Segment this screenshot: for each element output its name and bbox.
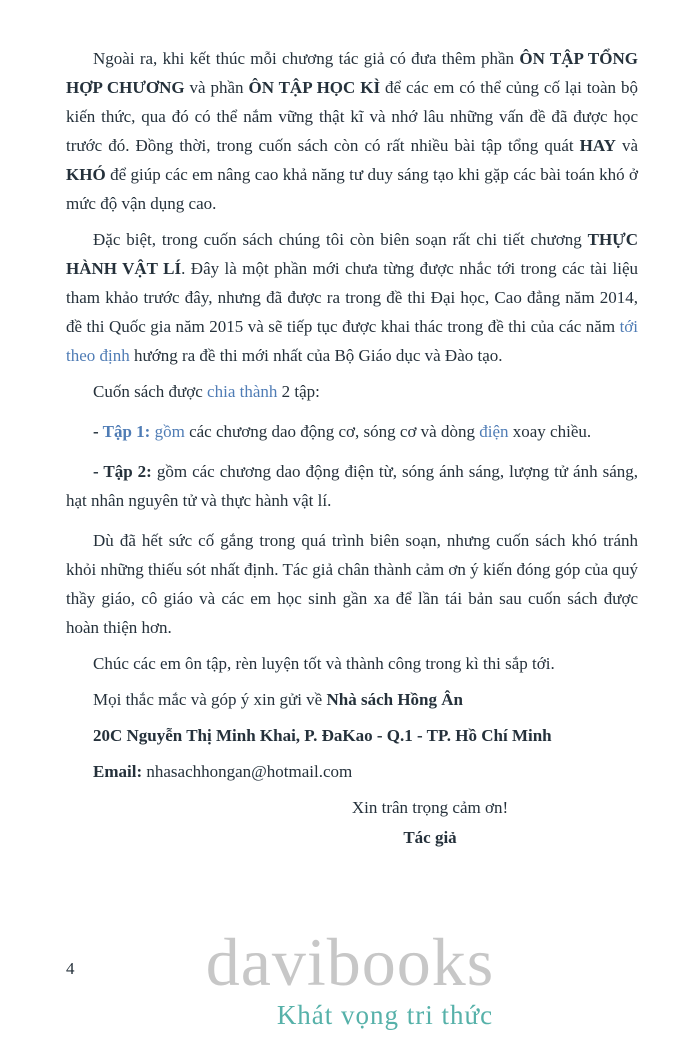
text-run: gồm các chương dao động điện từ, sóng ánh sáng, lượng tử ánh sáng, hạt nhân nguyên tử và thực hành vật lí.: [66, 462, 638, 510]
watermark-tinted-text: điện: [479, 422, 509, 441]
watermark-tinted-text: tới theo định: [66, 317, 638, 365]
contact-intro-paragraph: [66, 685, 638, 714]
text-run: Dù đã hết sức cố gắng trong quá trình biên soạn, nhưng cuốn sách khó tránh khỏi những thiếu sót nhất định. Tác giả chân thành cảm ơn ý kiến đóng góp của quý thầy giáo, cô giáo và các em học sinh gần xa để lần tái bản sau cuốn sách được hoàn thiện hơn.: [66, 531, 638, 637]
intro-paragraph: [66, 44, 638, 218]
text-run: hướng ra đề thi mới nhất của Bộ Giáo dục và Đào tạo.: [129, 346, 503, 365]
volume-2-label: - Tập 2:: [93, 462, 152, 481]
practice-chapter-paragraph: [66, 225, 638, 370]
watermark-tinted-text: gồm: [150, 422, 185, 441]
text-run: . Đây là một phần mới chưa từng được nhắc tới trong các tài liệu tham khảo trước đây, nhưng đã được ra trong đề thi Đại học, Cao đẳng năm 2014, đề thi Quốc gia năm 2015 và sẽ tiếp tục được khai thác trong đề thi của các năm: [66, 259, 638, 336]
hay-label: HAY: [579, 136, 616, 155]
text-run: 2 tập:: [277, 382, 320, 401]
watermark-slogan: Khát vọng tri thức: [276, 999, 494, 1030]
volume-2-paragraph: [66, 457, 638, 515]
volume-1-paragraph: [66, 417, 638, 446]
email-paragraph: [66, 757, 638, 786]
page-number: 4: [66, 959, 75, 978]
text-run: để các em có thể củng cố lại toàn bộ kiến thức, qua đó có thể nắm vững thật kĩ và nhớ lâu những vấn đề đã được học trước đó. Đồng thời, trong cuốn sách còn có rất nhiều bài tập tổng quát: [66, 78, 638, 155]
physics-practice-title: THỰC HÀNH VẬT LÍ: [66, 230, 638, 278]
volumes-intro-paragraph: [66, 377, 638, 406]
closing-thanks: Xin trân trọng cảm ơn!: [351, 798, 509, 817]
bookstore-address: 20C Nguyễn Thị Minh Khai, P. ĐaKao - Q.1 - TP. Hồ Chí Minh: [93, 726, 552, 745]
email-label: Email:: [93, 762, 147, 781]
watermark-tinted-text: chia thành: [207, 382, 278, 401]
closing-author: Tác giả: [403, 828, 457, 847]
text-run: và phần: [184, 78, 249, 97]
email-address: nhasachhongan@hotmail.com: [146, 762, 353, 781]
text-run: các chương dao động cơ, sóng cơ và dòng: [184, 422, 480, 441]
kho-label: KHÓ: [66, 165, 106, 184]
text-run: xoay chiều.: [508, 422, 592, 441]
bookstore-name: Nhà sách Hồng Ân: [326, 690, 463, 709]
text-run: Ngoài ra, khi kết thúc mỗi chương tác giả có đưa thêm phần: [93, 49, 520, 68]
wish-paragraph: [66, 649, 638, 678]
text-run: Cuốn sách được: [93, 382, 208, 401]
text-run: Mọi thắc mắc và góp ý xin gửi về: [93, 690, 327, 709]
semester-review-title: ÔN TẬP HỌC KÌ: [248, 78, 381, 97]
watermark-block: [0, 923, 700, 1031]
closing-block: [300, 793, 560, 853]
volume-1-label: Tập 1:: [102, 422, 151, 441]
address-paragraph: [66, 721, 638, 750]
text-run: để giúp các em nâng cao khả năng tư duy sáng tạo khi gặp các bài toán khó ở mức độ vận dụng cao.: [66, 165, 638, 213]
apology-paragraph: [66, 526, 638, 642]
chapter-review-title: ÔN TẬP TỔNG HỢP CHƯƠNG: [66, 49, 638, 97]
list-dash: -: [93, 422, 103, 441]
davibooks-watermark: davibooks: [205, 923, 495, 1000]
text-run: Đặc biệt, trong cuốn sách chúng tôi còn biên soạn rất chi tiết chương: [93, 230, 588, 249]
text-run: Chúc các em ôn tập, rèn luyện tốt và thành công trong kì thi sắp tới.: [93, 654, 555, 673]
text-run: và: [615, 136, 638, 155]
